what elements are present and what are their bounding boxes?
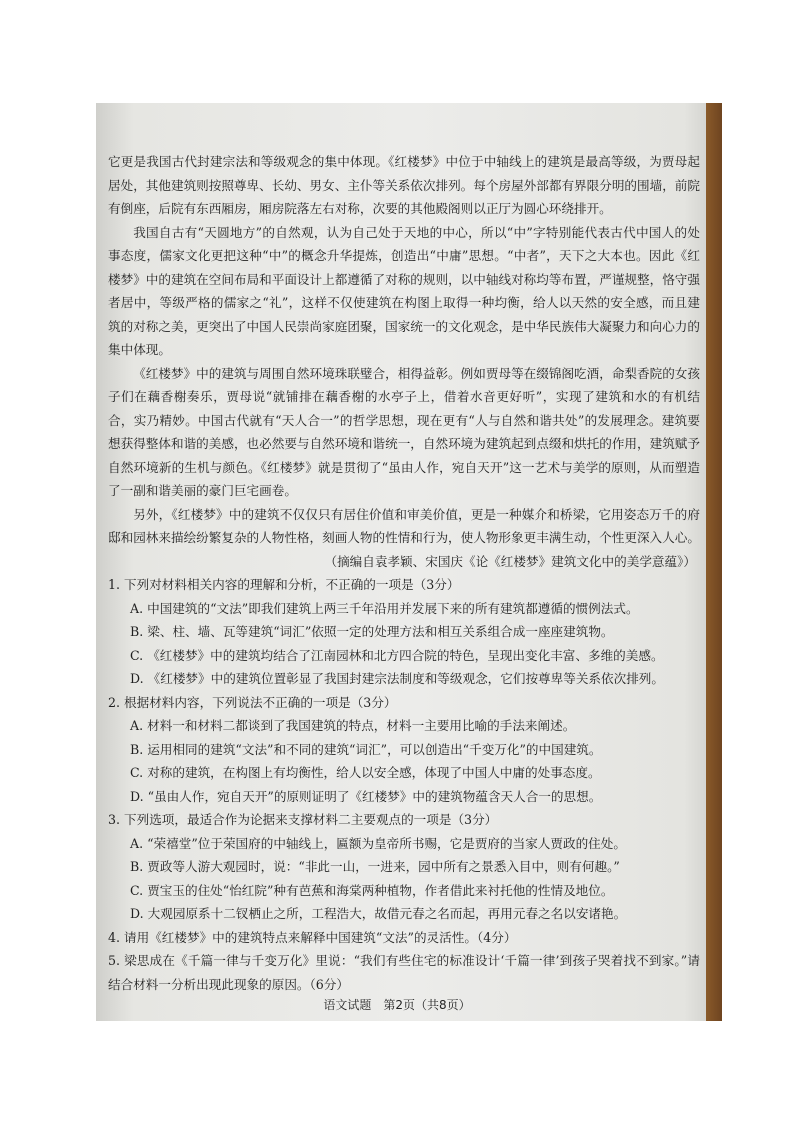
option-a: A. 中国建筑的“文法”即我们建筑上两三千年沿用并发展下来的所有建筑都遵循的惯例法式。: [130, 600, 639, 616]
option-c: C. 对称的建筑，在构图上有均衡性，给人以安全感，体现了中国人中庸的处事态度。: [130, 765, 601, 780]
passage-paragraph-3: 《红楼梦》中的建筑与周围自然环境珠联璧合，相得益彰。例如贾母等在缀锦阁吃酒，命梨香院的女孩子们在藕香榭奏乐，贾母说“就铺排在藕香榭的水亭子上，借着水音更好听”，实现了建筑和水的有机结合，实乃精妙。中国古代就有“天人合一”的哲学思想，现在更有“人与自然和谐共处”的发展理念。建筑要想获得整体和谐的美感，也必然要与自然环境和谐统一，自然环境为建筑起到点缀和烘托的作用，建筑赋予自然环境新的生机与颜色。《红楼梦》就是贯彻了“虽由人作，宛自天开”这一艺术与美学的原则，从而塑造了一副和谐美丽的豪门巨宅画卷。: [108, 365, 700, 498]
question-2: [108, 691, 700, 809]
option-b: B. 运用相同的建筑“文法”和不同的建筑“词汇”，可以创造出“千变万化”的中国建筑。: [130, 741, 602, 757]
option-d: D. 大观园原系十二钗栖止之所，工程浩大，故借元春之名而起，再用元春之名以安诸艳。: [130, 906, 627, 921]
option-b: B. 贾政等人游大观园时，说：“非此一山，一进来，园中所有之景悉入目中，则有何趣。”: [130, 859, 620, 874]
question-stem: 4. 请用《红楼梦》中的建筑特点来解释中国建筑“文法”的灵活性。（4分）: [108, 929, 517, 945]
exam-content: [108, 150, 700, 996]
option-a: A. 材料一和材料二都谈到了我国建筑的特点，材料一主要用比喻的手法来阐述。: [130, 718, 576, 733]
passage-source: （摘编自袁孝颖、宋国庆《论《红楼梦》建筑文化中的美学意蕴》）: [324, 553, 696, 569]
option-b: B. 梁、柱、墙、瓦等建筑“词汇”依照一定的处理方法和相互关系组合成一座座建筑物。: [130, 624, 614, 639]
option-c: C. 贾宝玉的住处“怡红院”种有芭蕉和海棠两种植物，作者借此来衬托他的性情及地位。: [130, 882, 614, 898]
passage-paragraph-1: 它更是我国古代封建宗法和等级观念的集中体现。《红楼梦》中位于中轴线上的建筑是最高等级，为贾母起居处，其他建筑则按照尊卑、长幼、男女、主仆等关系依次排列。每个房屋外部都有界限分明的围墙，前院有倒座，后院有东西厢房，厢房院落左右对称，次要的其他殿阁则以正厅为圆心环绕排开。: [108, 154, 700, 216]
option-d: D. “虽由人作，宛自天开”的原则证明了《红楼梦》中的建筑物蕴含天人合一的思想。: [130, 788, 602, 804]
question-stem: 1. 下列对材料相关内容的理解和分析，不正确的一项是（3分）: [108, 577, 460, 592]
passage-paragraph-2: 我国自古有“天圆地方”的自然观，认为自己处于天地的中心，所以“中”字特别能代表古代中国人的处事态度，儒家文化更把这种“中”的概念升华提炼，创造出“中庸”思想。“中者”，天下之大本也。因此《红楼梦》中的建筑在空间布局和平面设计上都遵循了对称的规则，以中轴线对称均等布置，严谨规整，恪守强者居中，等级严格的儒家之“礼”，这样不仅使建筑在构图上取得一种均衡，给人以天然的安全感，而且建筑的对称之美，更突出了中国人民崇尚家庭团聚，国家统一的文化观念，是中华民族伟大凝聚力和向心力的集中体现。: [108, 224, 700, 357]
option-d: D. 《红楼梦》中的建筑位置彰显了我国封建宗法制度和等级观念，它们按尊卑等关系依次排列。: [130, 671, 664, 686]
question-4: [108, 926, 700, 950]
option-a: A. “荣禧堂”位于荣国府的中轴线上，匾额为皇帝所书赐，它是贾府的当家人贾政的住处。: [130, 835, 626, 851]
question-stem: 5. 梁思成在《千篇一律与千变万化》里说：“我们有些住宅的标准设计‘千篇一律’到孩子哭着找不到家。”请结合材料一分析出现此现象的原因。（6分）: [108, 953, 700, 992]
page-edge-shadow: [706, 103, 722, 1021]
question-stem: 2. 根据材料内容，下列说法不正确的一项是（3分）: [108, 694, 397, 710]
question-5: [108, 949, 700, 996]
question-stem: 3. 下列选项，最适合作为论据来支撑材料二主要观点的一项是（3分）: [108, 812, 498, 827]
option-c: C. 《红楼梦》中的建筑均结合了江南园林和北方四合院的特色，呈现出变化丰富、多维的美感。: [130, 647, 664, 663]
question-3: [108, 808, 700, 926]
page-footer: 语文试题 第2页（共8页）: [323, 998, 471, 1012]
question-1: [108, 573, 700, 691]
passage-paragraph-4: 另外，《红楼梦》中的建筑不仅仅只有居住价值和审美价值，更是一种媒介和桥梁，它用姿态万千的府邸和园林来描绘纷繁复杂的人物性格，刻画人物的性情和行为，使人物形象更丰满生动，个性更深入人心。: [108, 506, 700, 545]
